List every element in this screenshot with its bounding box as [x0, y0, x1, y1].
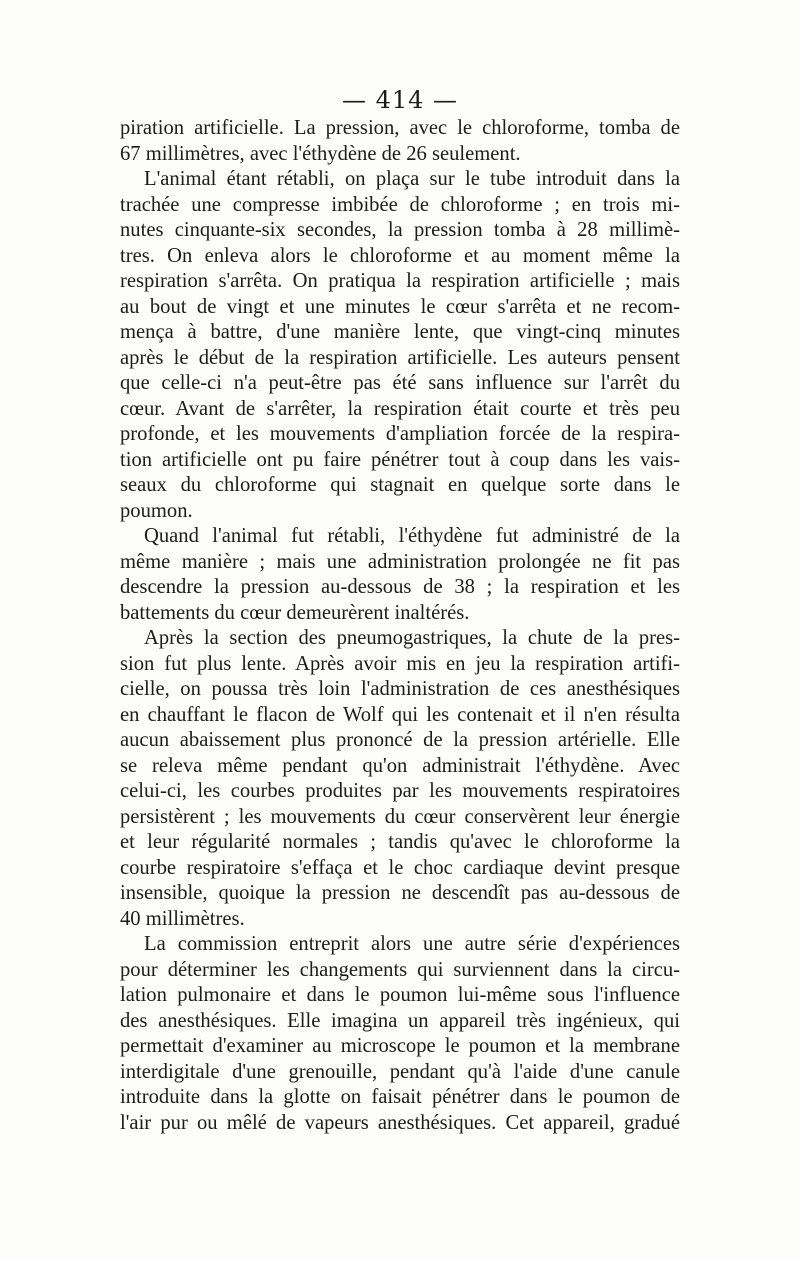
text-line: nutes cinquante-six secondes, la pression tomba à 28 millimè-: [120, 219, 680, 241]
text-line: piration artificielle. La pression, avec le chloroforme, tomba de: [120, 117, 680, 139]
text-line: trachée une compresse imbibée de chloroforme ; en trois mi-: [120, 193, 680, 216]
text-line: même manière ; mais une administration prolongée ne fit pas: [120, 550, 680, 573]
text-line: descendre la pression au-dessous de 38 ; la respiration et les: [120, 576, 680, 598]
page-number: — 414 —: [341, 86, 459, 114]
text-line: courbe respiratoire s'effaça et le choc cardiaque devint presque: [120, 856, 680, 879]
text-line: Après la section des pneumogastriques, la chute de la pres-: [144, 627, 680, 649]
page-body-text: [120, 116, 680, 1136]
text-line: interdigitale d'une grenouille, pendant qu'à l'aide d'une canule: [120, 1060, 680, 1083]
text-line: 40 millimètres.: [120, 907, 245, 930]
text-line: mença à battre, d'une manière lente, que vingt-cinq minutes: [120, 321, 680, 343]
text-line: seaux du chloroforme qui stagnait en quelque sorte dans le: [120, 474, 680, 496]
text-line: 67 millimètres, avec l'éthydène de 26 seulement.: [120, 142, 521, 165]
text-line: des anesthésiques. Elle imagina un appareil très ingénieux, qui: [120, 1009, 680, 1032]
text-line: pour déterminer les changements qui surviennent dans la circu-: [120, 958, 680, 981]
text-line: au bout de vingt et une minutes le cœur s'arrêta et ne recom-: [120, 295, 680, 318]
text-line: persistèrent ; les mouvements du cœur conservèrent leur énergie: [120, 805, 680, 828]
text-line: et leur régularité normales ; tandis qu'avec le chloroforme la: [120, 831, 680, 853]
text-line: tres. On enleva alors le chloroforme et au moment même la: [120, 244, 680, 267]
text-line: que celle-ci n'a peut-être pas été sans influence sur l'arrêt du: [120, 372, 680, 394]
text-line: respiration s'arrêta. On pratiqua la respiration artificielle ; mais: [120, 270, 680, 292]
text-line: l'air pur ou mêlé de vapeurs anesthésiques. Cet appareil, gradué: [120, 1111, 680, 1134]
text-line: insensible, quoique la pression ne descendît pas au-dessous de: [120, 882, 680, 904]
text-line: profonde, et les mouvements d'ampliation forcée de la respira-: [120, 423, 680, 445]
text-line: lation pulmonaire et dans le poumon lui-même sous l'influence: [120, 984, 680, 1006]
text-line: permettait d'examiner au microscope le poumon et la membrane: [120, 1035, 680, 1057]
text-line: celui-ci, les courbes produites par les mouvements respiratoires: [120, 780, 680, 802]
text-line: se releva même pendant qu'on administrait l'éthydène. Avec: [120, 754, 680, 777]
text-line: aucun abaissement plus prononcé de la pression artérielle. Elle: [120, 729, 680, 751]
text-line: battements du cœur demeurèrent inaltérés.: [120, 601, 470, 624]
text-line: Quand l'animal fut rétabli, l'éthydène fut administré de la: [144, 525, 680, 547]
text-line: après le début de la respiration artificielle. Les auteurs pensent: [120, 346, 680, 369]
text-line: cœur. Avant de s'arrêter, la respiration était courte et très peu: [120, 397, 680, 420]
text-line: cielle, on poussa très loin l'administration de ces anesthésiques: [120, 678, 680, 700]
text-line: La commission entreprit alors une autre série d'expériences: [144, 933, 680, 955]
text-line: introduite dans la glotte on faisait pénétrer dans le poumon de: [120, 1086, 680, 1108]
text-line: L'animal étant rétabli, on plaça sur le tube introduit dans la: [144, 168, 680, 190]
text-line: sion fut plus lente. Après avoir mis en jeu la respiration artifi-: [120, 652, 680, 675]
text-line: poumon.: [120, 499, 193, 522]
text-line: en chauffant le flacon de Wolf qui les contenait et il n'en résulta: [120, 703, 680, 726]
text-line: tion artificielle ont pu faire pénétrer tout à coup dans les vais-: [120, 448, 680, 471]
